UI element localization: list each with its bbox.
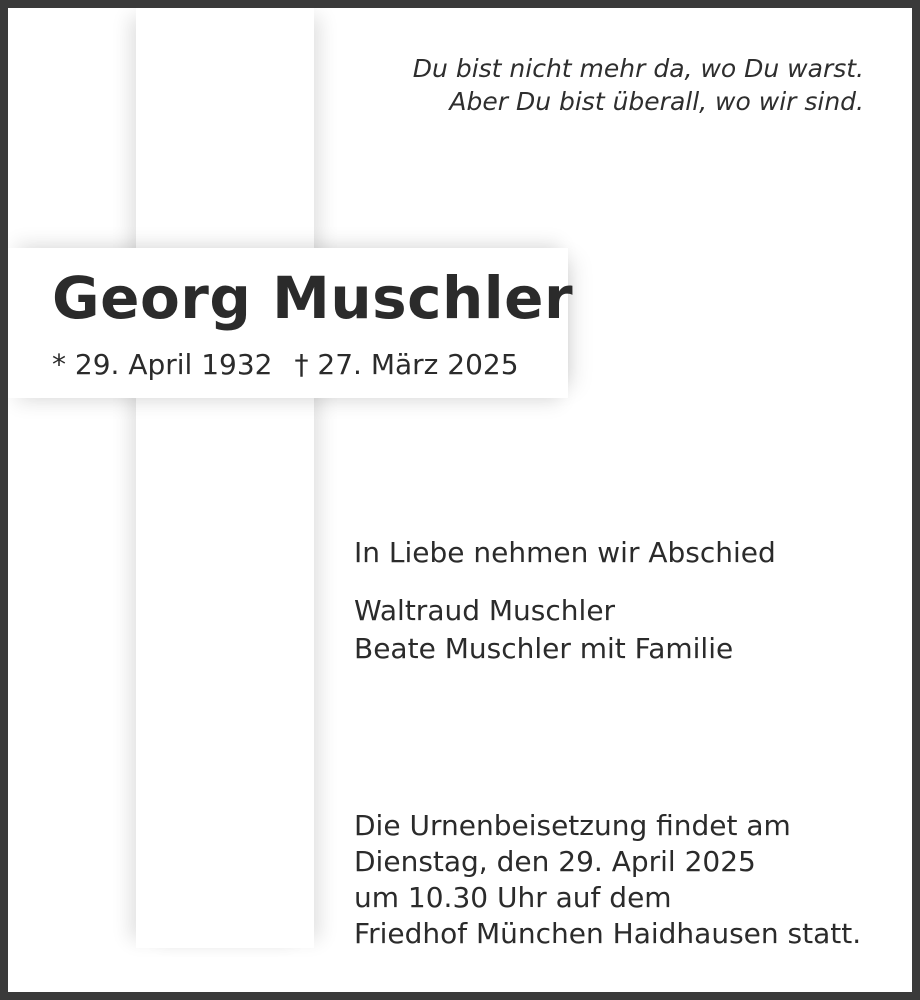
obituary-card xyxy=(8,8,912,992)
mourner-name: Waltraud Muschler xyxy=(354,594,616,627)
memorial-quote xyxy=(413,52,864,118)
mourners-list xyxy=(354,592,733,668)
life-dates xyxy=(52,348,519,381)
farewell-text xyxy=(354,534,776,572)
burial-notice xyxy=(354,808,861,952)
burial-line: Friedhof München Haidhausen statt. xyxy=(354,917,862,950)
cross-icon xyxy=(136,8,314,948)
burial-line: Die Urnenbeisetzung findet am xyxy=(354,809,791,842)
birth-date: * 29. April 1932 xyxy=(52,348,273,381)
quote-line: Du bist nicht mehr da, wo Du warst. xyxy=(412,54,864,83)
mourner-name: Beate Muschler mit Familie xyxy=(354,632,734,665)
burial-line: Dienstag, den 29. April 2025 xyxy=(354,845,756,878)
death-date: † 27. März 2025 xyxy=(294,348,519,381)
deceased-name: Georg Muschler xyxy=(52,264,574,332)
burial-line: um 10.30 Uhr auf dem xyxy=(354,881,672,914)
farewell-line: In Liebe nehmen wir Abschied xyxy=(354,536,776,569)
quote-line: Aber Du bist überall, wo wir sind. xyxy=(449,87,864,116)
